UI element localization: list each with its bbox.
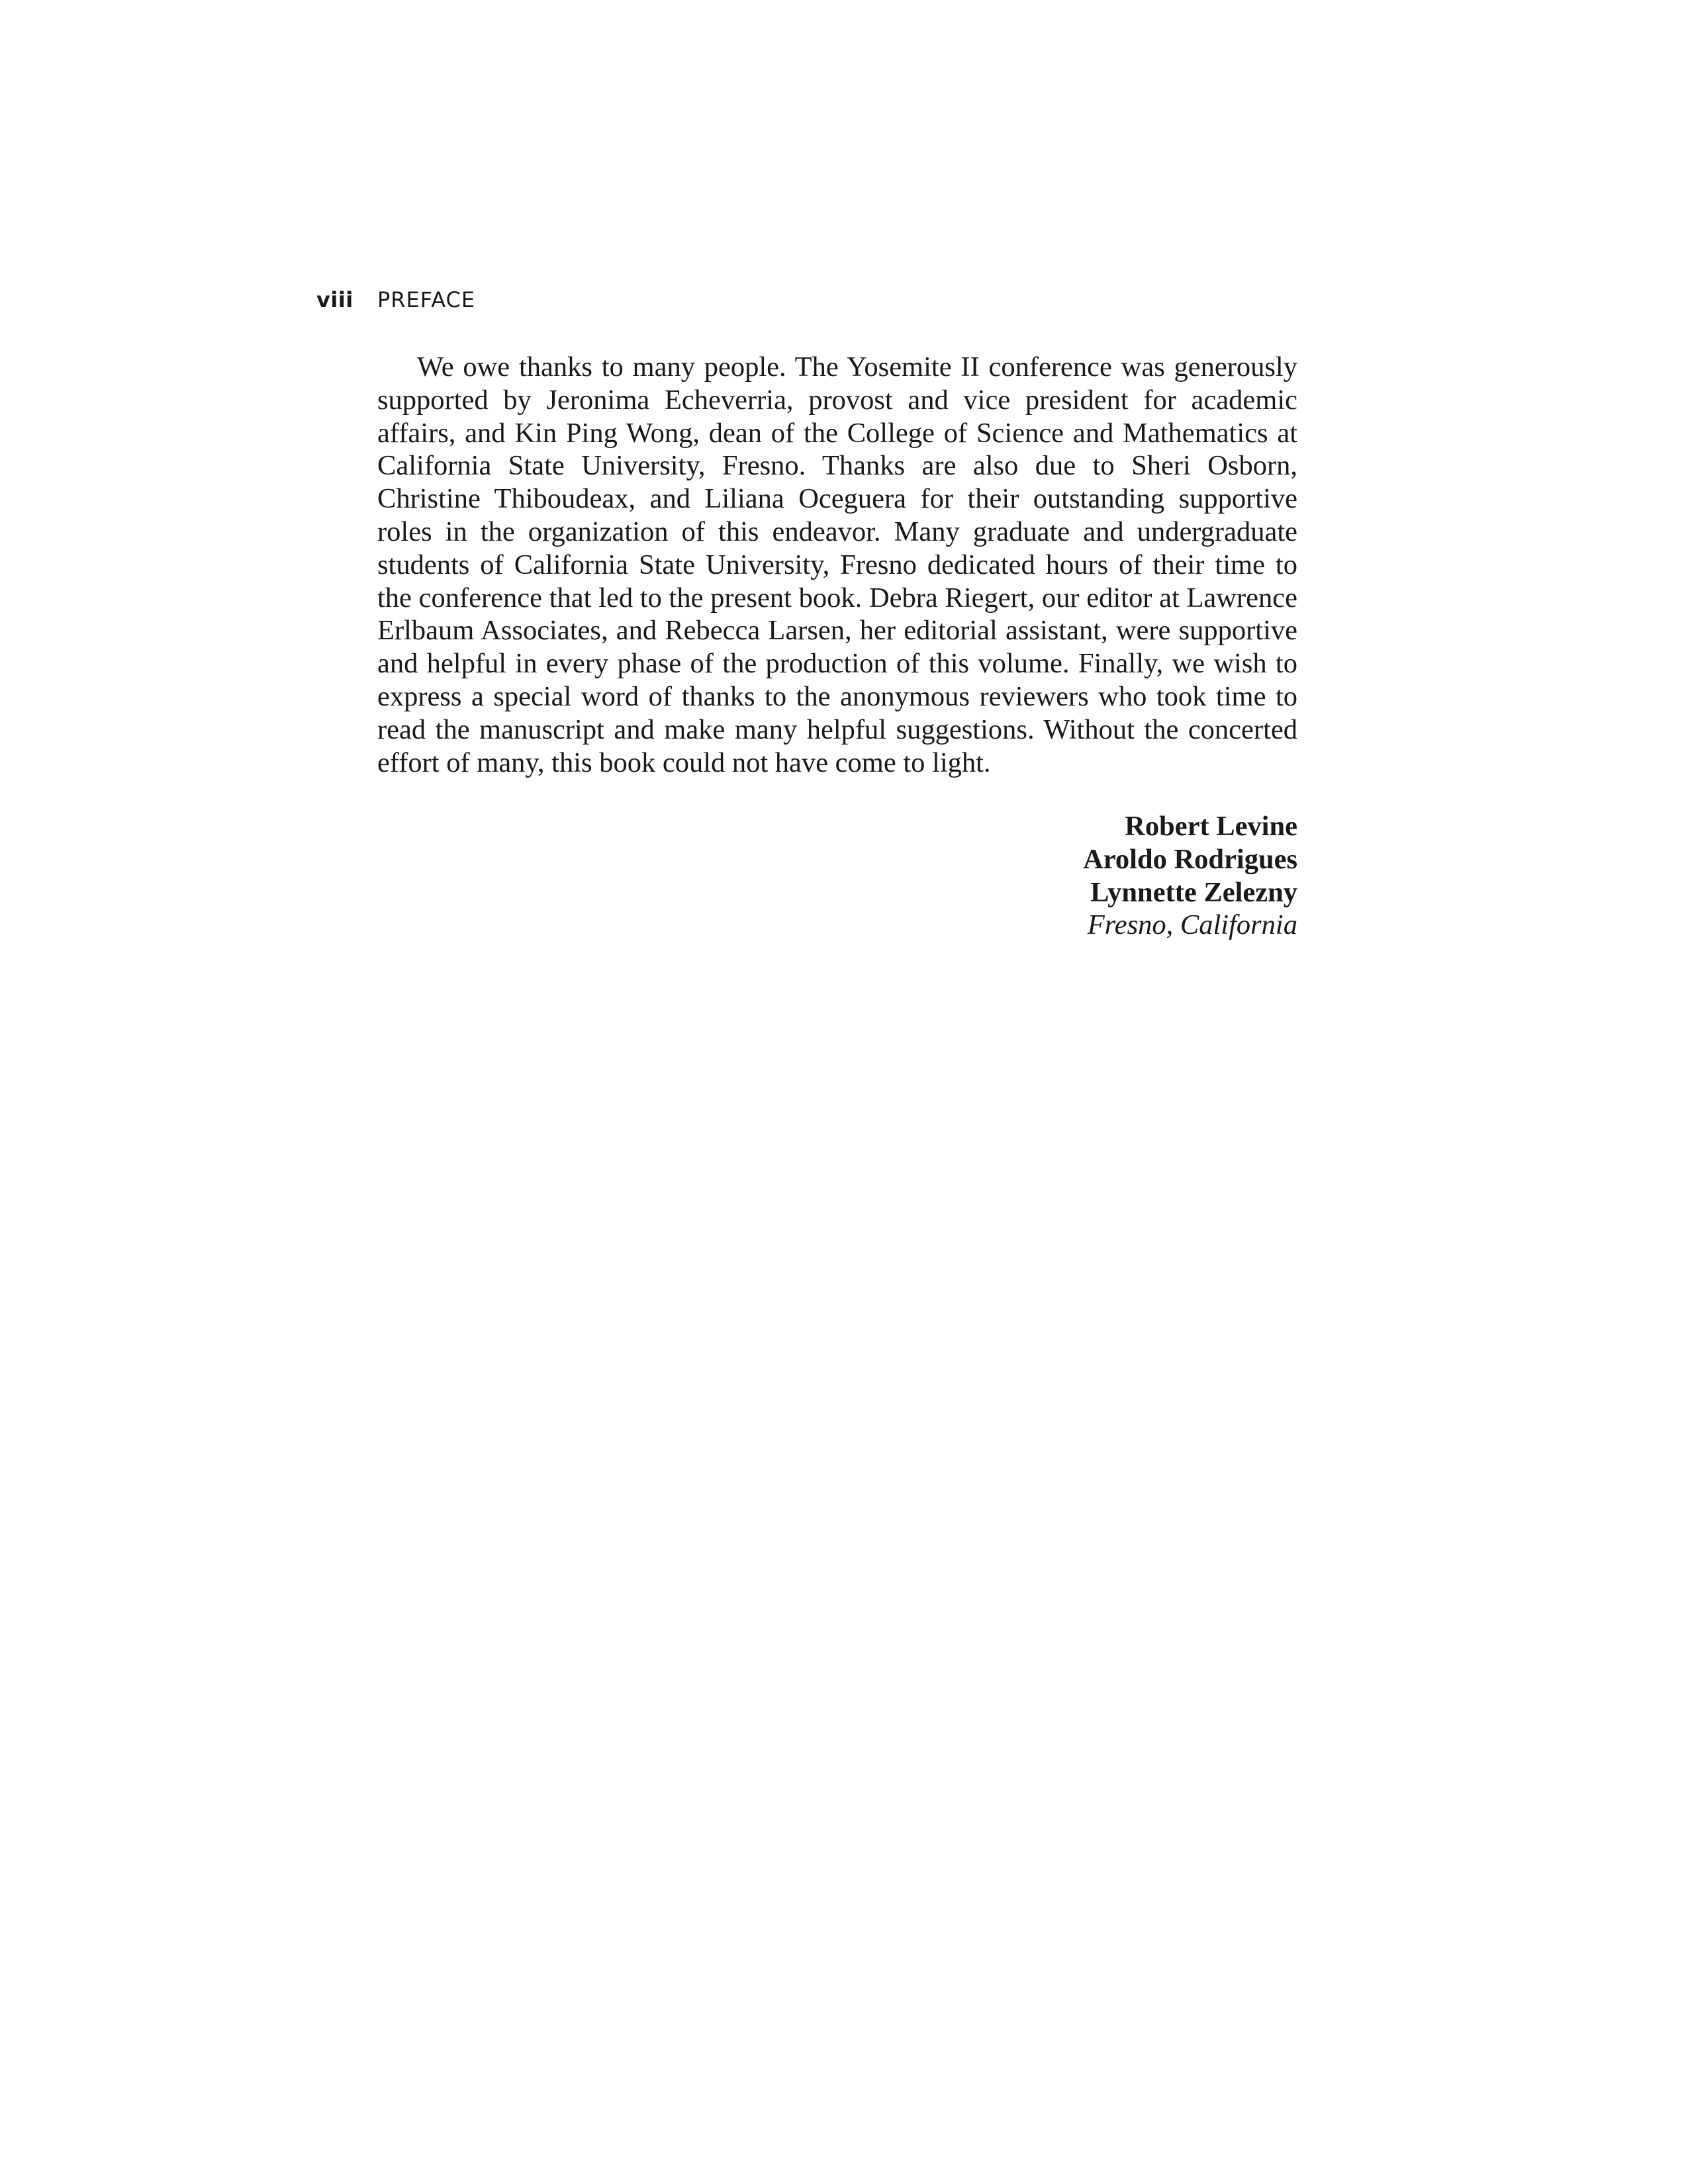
author-name: Robert Levine	[1125, 811, 1297, 842]
running-head	[316, 283, 475, 316]
author-name: Aroldo Rodrigues	[1083, 843, 1297, 875]
section-title: PREFACE	[377, 287, 476, 312]
author-name: Lynnette Zelezny	[1090, 876, 1297, 908]
signature-location: Fresno, California	[1087, 909, 1297, 941]
page-number: viii	[316, 287, 353, 312]
acknowledgment-paragraph: We owe thanks to many people. The Yosemite II conference was generously supported by Jeronima Echeverria, provost and vice president for academic affairs, and Kin Ping Wong, dean of the College of Science and Mathematics at California State University, Fresno. Thanks are also due to Sheri Osborn, Christine Thiboudeax, and Liliana Oceguera for their outstanding supportive roles in the organization of this endeavor. Many graduate and undergraduate students of California State University, Fresno dedicated hours of their time to the conference that led to the present book. Debra Riegert, our editor at Lawrence Erlbaum Associates, and Rebecca Larsen, her editorial assistant, were supportive and helpful in every phase of the production of this volume. Finally, we wish to express a special word of thanks to the anonymous reviewers who took time to read the manuscript and make many helpful suggestions. Without the concerted effort of many, this book could not have come to light.	[377, 351, 1297, 778]
signature-block	[1083, 810, 1297, 942]
